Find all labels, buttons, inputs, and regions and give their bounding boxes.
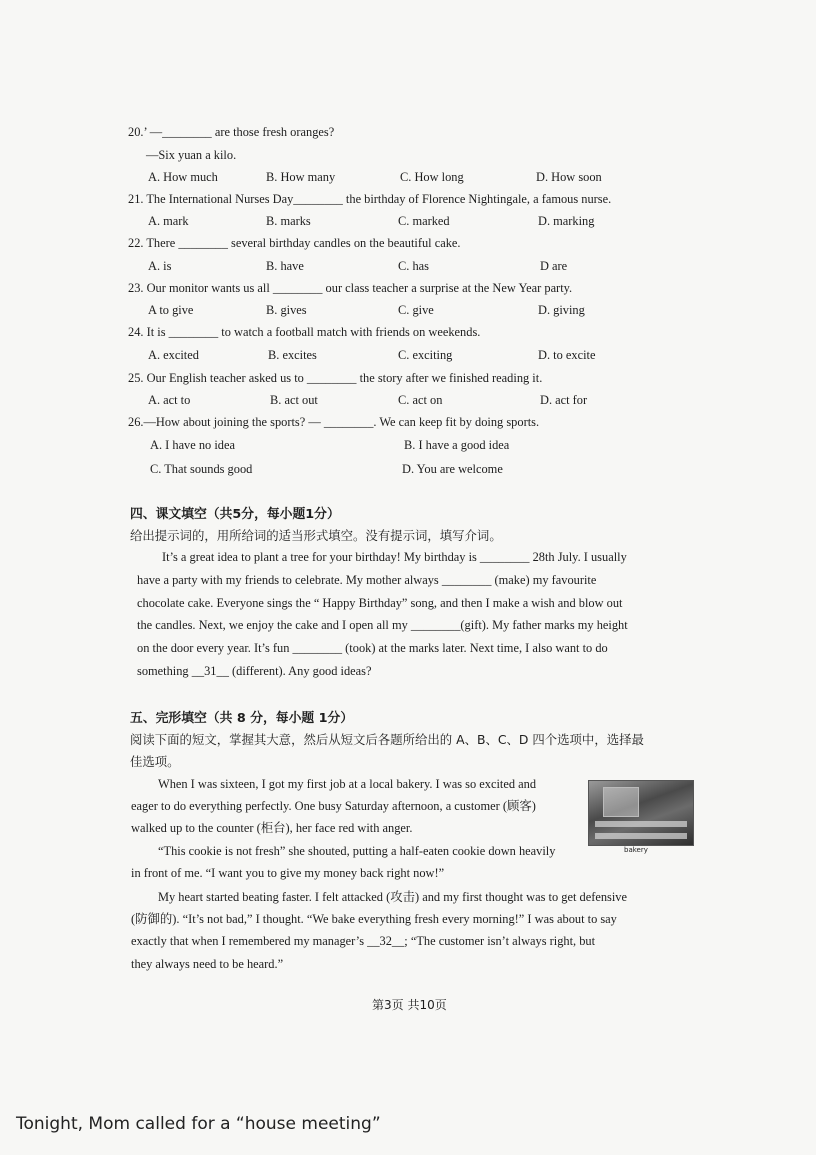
section-5-line-9: they always need to be heard.” (131, 957, 284, 971)
window-shape (603, 787, 639, 817)
q26-option-c: C. That sounds good (150, 462, 253, 476)
shelf-shape (595, 821, 687, 827)
q26-option-b: B. I have a good idea (404, 438, 510, 452)
q25-option-b: B. act out (270, 393, 318, 407)
q24-option-a: A. excited (148, 348, 199, 362)
q22-option-a: A. is (148, 259, 172, 273)
bakery-caption: bakery (624, 846, 648, 854)
section-4-line-6: something __31__ (different). Any good ideas? (137, 664, 372, 678)
q23-option-d: D. giving (538, 303, 585, 317)
section-5-instruction-cont: 佳选项。 (130, 754, 180, 769)
bleed-through-text: Tonight, Mom called for a “house meeting” (16, 1114, 381, 1134)
q22-option-d: D are (540, 259, 568, 273)
section-4-line-3: chocolate cake. Everyone sings the “ Happy Birthday” song, and then I make a wish and blow out (137, 596, 623, 610)
section-4-line-2: have a party with my friends to celebrate. My mother always ________ (make) my favourite (137, 573, 597, 587)
q25-option-c: C. act on (398, 393, 443, 407)
section-4-line-4: the candles. Next, we enjoy the cake and I open all my ________(gift). My father marks my height (137, 618, 628, 632)
bakery-photo (588, 780, 694, 846)
q21-option-d: D. marking (538, 214, 595, 228)
question-20-stem: 20.’ —________ are those fresh oranges? (128, 125, 335, 139)
section-5-line-2: eager to do everything perfectly. One busy Saturday afternoon, a customer (顾客) (131, 799, 536, 813)
q21-option-c: C. marked (398, 214, 450, 228)
section-5-line-6: My heart started beating faster. I felt attacked (攻击) and my first thought was to get defensive (158, 890, 627, 904)
q20-option-c: C. How long (400, 170, 464, 184)
section-5-instruction: 阅读下面的短文，掌握其大意，然后从短文后各题所给出的 A、B、C、D 四个选项中，选择最 (130, 732, 644, 747)
question-20-answer-line: —Six yuan a kilo. (146, 148, 237, 162)
page-number: 第3页 共10页 (372, 998, 447, 1012)
question-25-stem: 25. Our English teacher asked us to ________ the story after we finished reading it. (128, 371, 543, 385)
q22-option-b: B. have (266, 259, 304, 273)
section-5-line-7: (防御的). “It’s not bad,” I thought. “We bake everything fresh every morning!” I was about to say (131, 912, 617, 926)
question-21-stem: 21. The International Nurses Day________ the birthday of Florence Nightingale, a famous nurse. (128, 192, 612, 206)
section-5-line-1: When I was sixteen, I got my first job at a local bakery. I was so excited and (158, 777, 537, 791)
question-22-stem: 22. There ________ several birthday candles on the beautiful cake. (128, 236, 461, 250)
q25-option-a: A. act to (148, 393, 191, 407)
q26-option-a: A. I have no idea (150, 438, 235, 452)
section-4-line-5: on the door every year. It’s fun ________ (took) at the marks later. Next time, I also want to do (137, 641, 608, 655)
section-5-line-3: walked up to the counter (柜台), her face red with anger. (131, 821, 413, 835)
q24-option-c: C. exciting (398, 348, 453, 362)
q21-option-b: B. marks (266, 214, 311, 228)
q23-option-a: A to give (148, 303, 194, 317)
q24-option-d: D. to excite (538, 348, 596, 362)
q23-option-b: B. gives (266, 303, 307, 317)
q23-option-c: C. give (398, 303, 434, 317)
q22-option-c: C. has (398, 259, 429, 273)
q20-option-d: D. How soon (536, 170, 602, 184)
q25-option-d: D. act for (540, 393, 588, 407)
section-5-line-5: in front of me. “I want you to give my money back right now!” (131, 866, 445, 880)
q26-option-d: D. You are welcome (402, 462, 503, 476)
section-5-heading: 五、完形填空（共 8 分，每小题 1分） (130, 711, 354, 726)
section-5-line-4: “This cookie is not fresh” she shouted, putting a half-eaten cookie down heavily (158, 844, 556, 858)
question-23-stem: 23. Our monitor wants us all ________ our class teacher a surprise at the New Year party. (128, 281, 573, 295)
section-4-line-1: It’s a great idea to plant a tree for your birthday! My birthday is ________ 28th July. I usually (162, 550, 627, 564)
q20-option-b: B. How many (266, 170, 336, 184)
q20-option-a: A. How much (148, 170, 218, 184)
q21-option-a: A. mark (148, 214, 189, 228)
question-24-stem: 24. It is ________ to watch a football match with friends on weekends. (128, 325, 481, 339)
section-4-instruction: 给出提示词的，用所给词的适当形式填空。没有提示词，填写介词。 (130, 528, 502, 543)
shelf-shape (595, 833, 687, 839)
question-26-stem: 26.—How about joining the sports? — ________. We can keep fit by doing sports. (128, 415, 540, 429)
section-5-line-8: exactly that when I remembered my manager’s __32__; “The customer isn’t always right, but (131, 934, 596, 948)
section-4-heading: 四、课文填空（共5分，每小题1分） (130, 507, 340, 522)
q24-option-b: B. excites (268, 348, 317, 362)
